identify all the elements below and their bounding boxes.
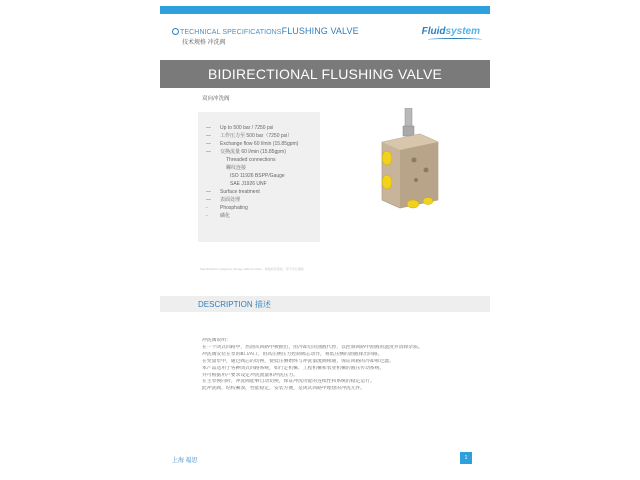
description-line: 此冲洗阀，结构紧凑，性能稳定，安装方便，是闭式回路中理想的冲洗元件。 xyxy=(202,386,366,392)
description-line: 在变量泵中，通过阀芯的切换，使低压侧始终与冲洗溢流阀相通，保证回路的冷却和过滤。 xyxy=(202,358,394,364)
spec-text: 交换流量 60 l/min (15.85gpm) xyxy=(220,149,286,155)
header-title xyxy=(172,26,359,36)
spec-item xyxy=(206,124,298,132)
document-page xyxy=(160,0,490,480)
magnifier-icon xyxy=(172,28,179,35)
description-line: 本产品适用于各种闭式回路系统，如行走机械、工程机械和农业机械的液压传动系统， xyxy=(202,365,385,371)
logo-swoosh-icon xyxy=(428,38,482,41)
title-band xyxy=(160,60,490,88)
spec-item xyxy=(206,140,298,148)
document-header xyxy=(172,26,359,46)
bullet-dash: — xyxy=(206,189,211,195)
spec-item xyxy=(206,164,298,172)
spec-item xyxy=(206,172,298,180)
description-line: 在一个闭式回路中，热油从回路中被抽出，由冷却后的油液代替，以控制回路中油液的温度并清除杂质。 xyxy=(202,344,423,350)
spec-item xyxy=(206,196,298,204)
page-title: BIDIRECTIONAL FLUSHING VALVE xyxy=(207,66,443,82)
description-band xyxy=(160,296,490,312)
spec-text: 磷化 xyxy=(220,213,231,219)
logo-accent-text: system xyxy=(445,26,480,37)
spec-item xyxy=(206,132,298,140)
spec-list xyxy=(206,124,298,220)
spec-item xyxy=(206,188,298,196)
spec-item xyxy=(206,204,298,212)
page-number: 1 xyxy=(460,452,472,464)
spec-text: 工作压力至 500 bar（7250 psi） xyxy=(220,133,293,139)
fluidsystem-logo xyxy=(422,26,480,37)
description-line: 冲洗阀安装在泵的B口/A口，由高压侧压力控制阀芯动作，将低压侧的油液排出回路。 xyxy=(202,351,383,357)
spec-text: Surface treatment xyxy=(220,189,260,195)
spec-text: Up to 500 bar / 7250 psi xyxy=(220,125,274,131)
header-big-text: FLUSHING VALVE xyxy=(281,26,359,36)
spec-item xyxy=(206,180,298,188)
spec-text: Exchange flow 60 l/min (15.85gpm) xyxy=(220,141,299,147)
bullet-dash: — xyxy=(206,125,211,131)
flushing-valve-image xyxy=(368,108,448,212)
description-title: DESCRIPTION 描述 xyxy=(198,300,271,309)
description-line: 冲洗阀说明： xyxy=(202,338,231,343)
header-subtitle: 技术规格 冲洗阀 xyxy=(182,40,226,46)
page-subtitle: 双向冲洗阀 xyxy=(202,96,230,102)
spec-text: Threaded connections xyxy=(226,157,276,163)
spec-text: 表面处理 xyxy=(220,197,241,203)
bullet-dash: - xyxy=(206,213,208,219)
bullet-dash: — xyxy=(206,149,211,155)
bullet-dash: — xyxy=(206,141,211,147)
bullet-dash: — xyxy=(206,133,211,139)
spec-text: 螺纹连接 xyxy=(226,165,247,171)
description-line: 并可根据用户要求设定冲洗流量和冲洗压力。 xyxy=(202,372,298,378)
spec-text: ISO 11926 BSPP/Gauge xyxy=(230,173,285,179)
bullet-dash: - xyxy=(206,205,208,211)
spec-item xyxy=(206,148,298,156)
description-line: 在主泵换向时，冲洗阀能够自动切换，保证冲洗功能的连续性和系统的稳定运行。 xyxy=(202,379,375,385)
footer-company: 上海 福思 xyxy=(172,458,198,464)
bullet-dash: — xyxy=(206,197,211,203)
header-small-text: TECHNICAL SPECIFICATIONS xyxy=(180,29,282,36)
spec-item xyxy=(206,212,298,220)
spec-text: Phosphating xyxy=(220,205,248,211)
spec-panel xyxy=(198,112,320,242)
logo-main-text: Fluid xyxy=(421,26,446,37)
spec-item xyxy=(206,156,298,164)
top-accent-bar xyxy=(160,6,490,14)
spec-text: SAE J1926 UNF xyxy=(230,181,267,187)
tiny-note: Specifications subject to change without notice · 规格如有更改，恕不另行通知 xyxy=(200,267,304,271)
description-body xyxy=(202,338,452,393)
